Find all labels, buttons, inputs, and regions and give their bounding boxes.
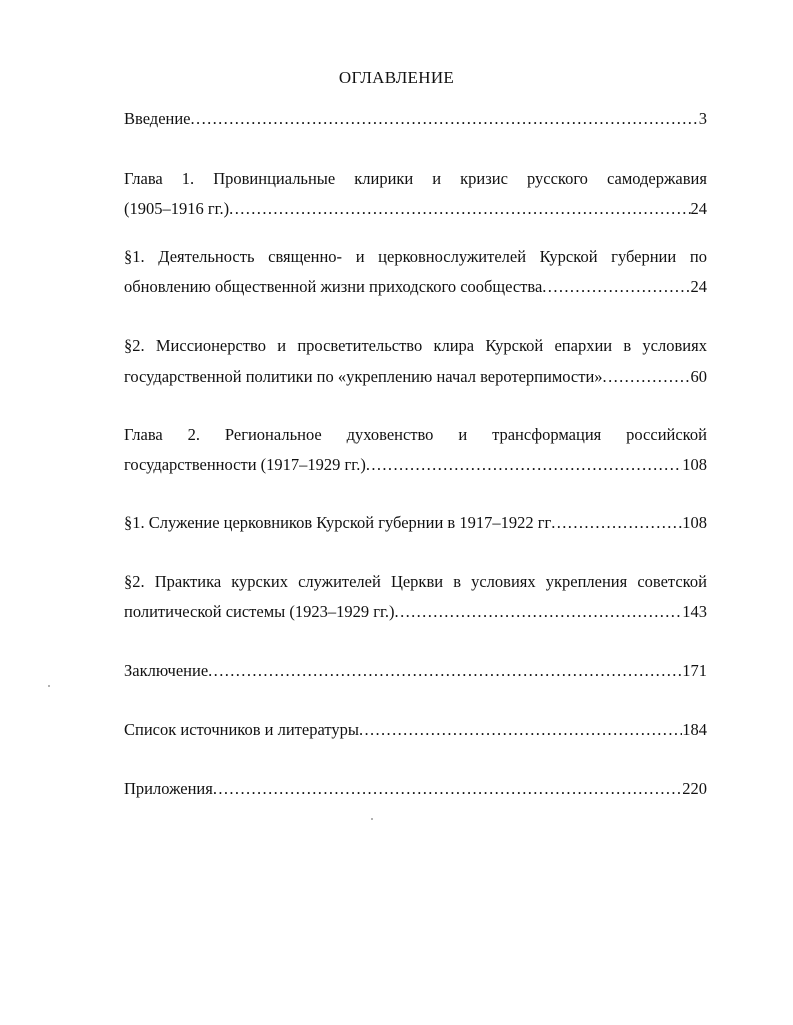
dot-leader	[551, 507, 682, 538]
toc-word: кризис	[460, 169, 508, 188]
toc-entry-label: Заключение	[124, 661, 209, 680]
toc-word: российской	[626, 425, 707, 444]
toc-word: трансформация	[492, 425, 602, 444]
toc-page-number: 220	[682, 779, 707, 798]
dot-leader	[603, 361, 691, 392]
dot-leader	[229, 193, 690, 224]
dot-leader	[359, 714, 682, 745]
toc-page-number: 184	[682, 720, 707, 739]
toc-entry-label: политической системы (1923–1929 гг.)	[124, 602, 395, 621]
toc-entry[interactable]	[124, 361, 707, 392]
toc-entry-first-line	[124, 566, 707, 597]
toc-title: ОГЛАВЛЕНИЕ	[338, 68, 455, 87]
toc-entry-label: §1. Служение церковников Курской губернии в 1917–1922 гг	[124, 513, 552, 532]
toc-entry-first-line	[124, 330, 707, 361]
toc-word: самодержавия	[606, 169, 707, 188]
toc-entry[interactable]	[124, 193, 707, 224]
toc-word: русского	[526, 169, 588, 188]
toc-word: Практика	[154, 572, 222, 591]
toc-page-number: 24	[690, 199, 707, 218]
toc-word: церковнослужителей	[378, 247, 527, 266]
toc-word: 1.	[181, 169, 195, 188]
toc-page-number: 108	[682, 455, 707, 474]
toc-word: служителей	[298, 572, 381, 591]
toc-word: епархии	[554, 336, 613, 355]
toc-entry[interactable]	[124, 655, 707, 686]
toc-word: укрепления	[545, 572, 628, 591]
dot-leader	[213, 773, 682, 804]
scan-speck	[371, 818, 373, 820]
toc-word: условиях	[642, 336, 707, 355]
toc-entry[interactable]	[124, 271, 707, 302]
toc-page-number: 3	[698, 109, 707, 128]
toc-entry-first-line	[124, 241, 707, 272]
toc-entry[interactable]	[124, 714, 707, 745]
toc-page-number: 143	[682, 602, 707, 621]
toc-word: в	[453, 572, 461, 591]
toc-word: и	[432, 169, 442, 188]
toc-entry-label: (1905–1916 гг.)	[124, 199, 230, 218]
toc-word: советской	[637, 572, 707, 591]
dot-leader	[366, 449, 682, 480]
toc-word: Миссионерство	[155, 336, 266, 355]
toc-entry-label: Список источников и литературы	[124, 720, 359, 739]
toc-word: и	[277, 336, 287, 355]
toc-page-number: 60	[690, 367, 707, 386]
toc-entry[interactable]	[124, 596, 707, 627]
toc-page-number: 24	[690, 277, 707, 296]
toc-word: курских	[231, 572, 288, 591]
toc-word: Курской	[485, 336, 544, 355]
toc-entry-label: обновлению общественной жизни приходского сообщества	[124, 277, 543, 296]
toc-word: Церкви	[390, 572, 444, 591]
toc-word: Глава	[124, 169, 163, 188]
toc-entry[interactable]	[124, 773, 707, 804]
toc-entry[interactable]	[124, 449, 707, 480]
toc-entry-label: Введение	[124, 109, 191, 128]
toc-word: Глава	[124, 425, 163, 444]
toc-word: §1.	[124, 247, 145, 266]
toc-entry-label: государственности (1917–1929 гг.)	[124, 455, 366, 474]
toc-word: губернии	[611, 247, 677, 266]
dot-leader	[191, 103, 699, 134]
toc-word: священно-	[268, 247, 343, 266]
toc-word: §2.	[124, 336, 145, 355]
toc-word: Провинциальные	[213, 169, 336, 188]
toc-word: Курской	[539, 247, 598, 266]
toc-word: Региональное	[224, 425, 322, 444]
toc-word: клира	[433, 336, 475, 355]
toc-entry-first-line	[124, 163, 707, 194]
toc-entry-label: Приложения	[124, 779, 213, 798]
toc-word: по	[689, 247, 707, 266]
toc-word: просветительство	[297, 336, 423, 355]
toc-entry[interactable]	[124, 103, 707, 134]
toc-page-number: 171	[682, 661, 707, 680]
dot-leader	[395, 596, 683, 627]
toc-word: и	[355, 247, 365, 266]
toc-page-number: 108	[682, 513, 707, 532]
dot-leader	[208, 655, 682, 686]
toc-word: духовенство	[346, 425, 434, 444]
toc-word: §2.	[124, 572, 145, 591]
toc-word: в	[623, 336, 632, 355]
toc-entry-label: государственной политики по «укреплению начал веротерпимости»	[124, 367, 603, 386]
toc-word: Деятельность	[158, 247, 255, 266]
toc-word: и	[458, 425, 468, 444]
toc-entry-first-line	[124, 419, 707, 450]
toc-word: условиях	[471, 572, 536, 591]
dot-leader	[542, 271, 690, 302]
scan-speck	[48, 685, 50, 687]
toc-word: 2.	[187, 425, 201, 444]
toc-word: клирики	[354, 169, 414, 188]
toc-entry[interactable]	[124, 507, 707, 538]
